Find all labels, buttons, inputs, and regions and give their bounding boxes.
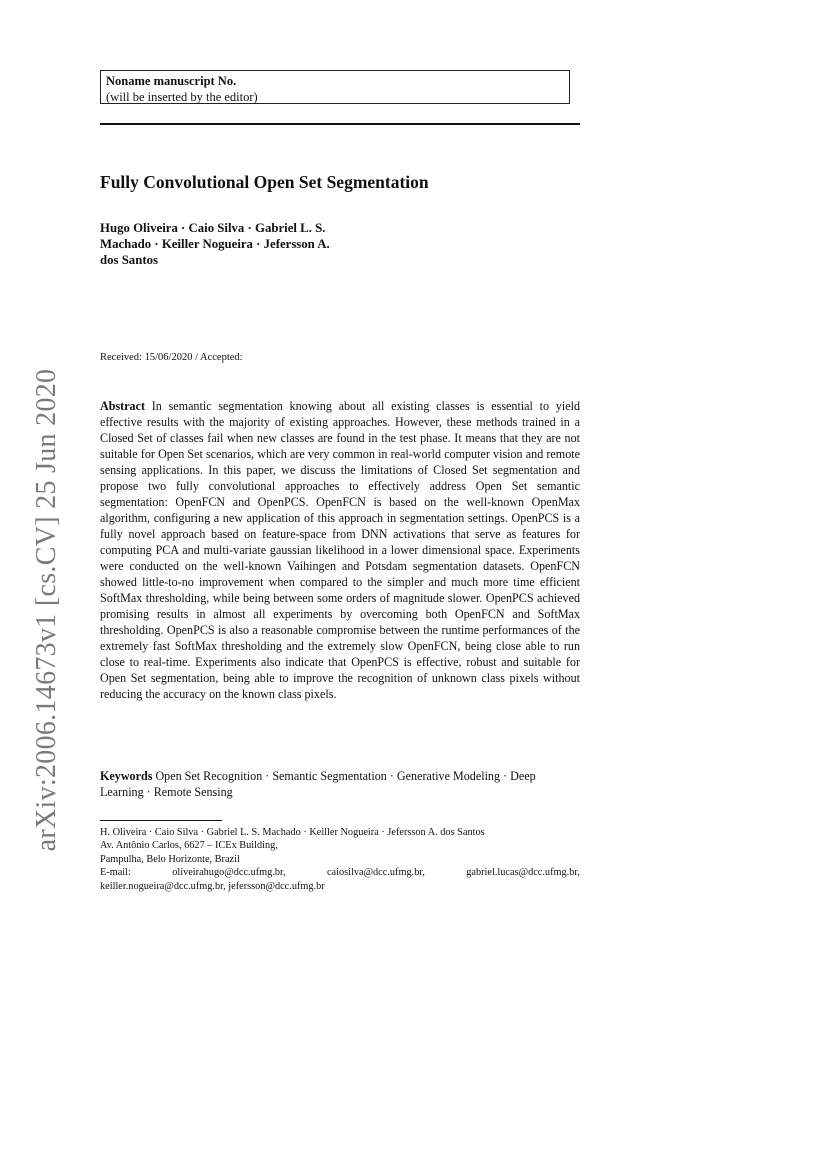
keywords-label: Keywords [100, 769, 153, 783]
affiliation-address: Av. Antônio Carlos, 6627 – ICEx Building, [100, 840, 278, 852]
affiliation-footnote [100, 826, 580, 893]
email-link[interactable]: oliveirahugo@dcc.ufmg.br, [172, 867, 286, 879]
author-list [100, 220, 410, 268]
abstract-text: In semantic segmentation knowing about all existing classes is essential to yield effective results with the majority of existing approaches. However, these methods trained in a Closed Set of classes fail when new classes are found in the test phase. It means that they are not suitable for Open Set scenarios, which are very common in real-world computer vision and remote sensing applications. In this paper, we discuss the limitations of Closed Set segmentation and propose two fully convolutional approaches to effectively address Open Set semantic segmentation: OpenFCN and OpenPCS. OpenFCN is based on the well-known OpenMax algorithm, configuring a new application of this approach in segmentation settings. OpenPCS is a fully novel approach based on feature-space from DNN activations that serve as features for computing PCA and multi-variate gaussian likelihood in a lower dimensional space. Experiments were conducted on the well-known Vaihingen and Potsdam segmentation datasets. OpenFCN showed little-to-no improvement when compared to the simpler and much more time efficient SoftMax thresholding, while being between some orders of magnitude slower. OpenPCS achieved promising results in almost all experiments by overcoming both OpenFCN and SoftMax thresholding. OpenPCS is also a reasonable compromise between the runtime performances of the extremely fast SoftMax thresholding and the extremely slow OpenFCN, being close able to run close to real-time. Experiments also indicate that OpenPCS is effective, robust and suitable for Open Set segmentation, being able to improve the recognition of unknown class pixels without reducing the accuracy on the known class pixels. [100, 399, 580, 701]
email-line-2[interactable]: keiller.nogueira@dcc.ufmg.br, jefersson@dcc.ufmg.br [100, 880, 325, 892]
email-line [100, 866, 580, 879]
author-line: Machado · Keiller Nogueira · Jefersson A. [100, 237, 330, 251]
received-date: Received: 15/06/2020 / Accepted: [100, 352, 243, 363]
header-rule [100, 123, 580, 125]
arxiv-identifier[interactable]: arXiv:2006.14673v1 [cs.CV] 25 Jun 2020 [31, 368, 62, 852]
keywords [100, 768, 580, 800]
author-line: dos Santos [100, 253, 158, 267]
affiliation-names: H. Oliveira · Caio Silva · Gabriel L. S. Machado · Keiller Nogueira · Jefersson A. dos Santos [100, 827, 485, 838]
keywords-text: Open Set Recognition · Semantic Segmentation · Generative Modeling · Deep Learning · Remote Sensing [100, 769, 536, 799]
manuscript-label: Noname manuscript No. [106, 74, 237, 88]
paper-title: Fully Convolutional Open Set Segmentation [100, 172, 429, 192]
abstract [100, 398, 580, 702]
email-link[interactable]: gabriel.lucas@dcc.ufmg.br, [466, 867, 580, 879]
email-label: E-mail: [100, 867, 131, 879]
author-line: Hugo Oliveira · Caio Silva · Gabriel L. S. [100, 221, 326, 235]
footnote-rule [100, 820, 222, 821]
manuscript-box [100, 70, 570, 104]
affiliation-address: Pampulha, Belo Horizonte, Brazil [100, 853, 240, 865]
editor-note: (will be inserted by the editor) [106, 90, 258, 104]
email-link[interactable]: caiosilva@dcc.ufmg.br, [326, 867, 425, 879]
abstract-label: Abstract [100, 399, 146, 413]
